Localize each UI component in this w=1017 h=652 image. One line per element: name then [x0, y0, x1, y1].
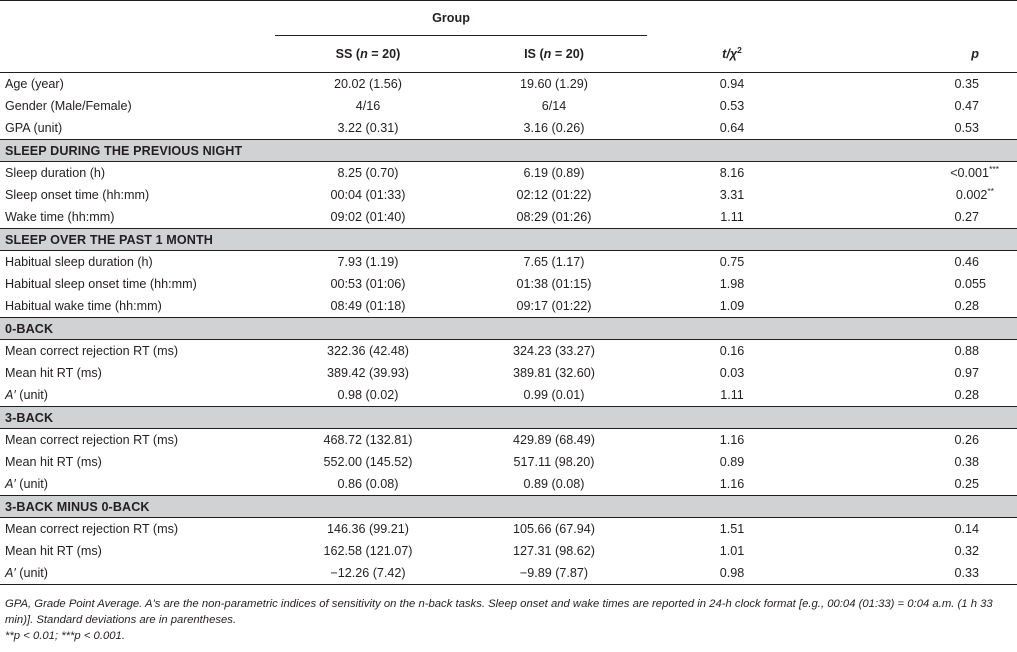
- row-label: Sleep duration (h): [5, 166, 106, 180]
- cell-ss: 8.25 (0.70): [337, 166, 399, 180]
- table-row: [0, 206, 1017, 229]
- cell-p: 0.35: [954, 77, 979, 91]
- cell-is: 08:29 (01:26): [516, 210, 592, 224]
- cell-ss: 0.98 (0.02): [337, 388, 399, 402]
- row-label: GPA (unit): [5, 121, 63, 135]
- row-label: Habitual wake time (hh:mm): [5, 299, 162, 313]
- cell-ss: 08:49 (01:18): [330, 299, 406, 313]
- cell-is: 02:12 (01:22): [516, 188, 592, 202]
- table-row: [0, 518, 1017, 541]
- cell-p: 0.27: [954, 210, 979, 224]
- section-title: SLEEP OVER THE PAST 1 MONTH: [0, 229, 1017, 251]
- section-header-3-back-minus-0-back: [0, 496, 1017, 518]
- cell-p: 0.002**: [955, 186, 994, 202]
- table-row: [0, 73, 1017, 96]
- cell-is: 7.65 (1.17): [523, 255, 585, 269]
- cell-ss: 146.36 (99.21): [327, 522, 409, 536]
- row-label: A′ (unit): [0, 562, 275, 585]
- cell-p: 0.88: [954, 344, 979, 358]
- cell-is: 127.31 (98.62): [513, 544, 595, 558]
- table-row: [0, 384, 1017, 407]
- cell-p: 0.53: [954, 121, 979, 135]
- col-header-is: IS (n = 20): [461, 36, 647, 73]
- table-row: [0, 184, 1017, 206]
- cell-stat: 1.51: [719, 522, 745, 536]
- cell-stat: 0.53: [719, 99, 745, 113]
- table-row: [0, 162, 1017, 185]
- row-label: Mean correct rejection RT (ms): [5, 433, 179, 447]
- cell-ss: 4/16: [355, 99, 381, 113]
- cell-stat: 1.16: [719, 477, 745, 491]
- cell-ss: 162.58 (121.07): [323, 544, 413, 558]
- cell-stat: 0.94: [719, 77, 745, 91]
- row-label: Sleep onset time (hh:mm): [5, 188, 150, 202]
- footnote-definitions: GPA, Grade Point Average. A's are the non-parametric indices of sensitivity on the n-back tasks. Sleep onset and wake times are reported in 24-h clock format [e.g., 00:04 (01:33) = 0:04 a.m. (1 h 33 min)]. Standard deviations are in parentheses.: [5, 598, 993, 626]
- cell-is: 19.60 (1.29): [520, 77, 588, 91]
- cell-is: 0.99 (0.01): [523, 388, 585, 402]
- cell-stat: 1.01: [719, 544, 745, 558]
- section-title: 0-BACK: [0, 318, 1017, 340]
- cell-p: 0.25: [954, 477, 979, 491]
- cell-is: 0.89 (0.08): [523, 477, 585, 491]
- cell-is: 3.16 (0.26): [523, 121, 585, 135]
- row-label: Habitual sleep duration (h): [5, 255, 153, 269]
- footnote-significance: **p < 0.01; ***p < 0.001.: [5, 630, 125, 642]
- cell-is: 105.66 (67.94): [513, 522, 595, 536]
- cell-ss: 3.22 (0.31): [337, 121, 399, 135]
- cell-stat: 3.31: [719, 188, 745, 202]
- cell-stat: 8.16: [719, 166, 745, 180]
- cell-stat: 1.09: [719, 299, 745, 313]
- table-row: [0, 429, 1017, 452]
- table-row: [0, 117, 1017, 140]
- significance-marker: **: [987, 186, 994, 196]
- cell-is: 429.89 (68.49): [513, 433, 595, 447]
- cell-p: 0.28: [954, 299, 979, 313]
- section-header-3-back: [0, 407, 1017, 429]
- header-row-columns: [0, 36, 1017, 73]
- cell-ss: 0.86 (0.08): [337, 477, 399, 491]
- cell-stat: 0.98: [647, 562, 817, 585]
- cell-ss: 7.93 (1.19): [337, 255, 399, 269]
- row-label: Mean correct rejection RT (ms): [5, 344, 179, 358]
- cell-p: 0.47: [954, 99, 979, 113]
- table-row: [0, 562, 1017, 585]
- cell-stat: 0.16: [719, 344, 745, 358]
- cell-ss: 00:04 (01:33): [330, 188, 406, 202]
- cell-p: 0.055: [954, 277, 986, 291]
- cell-ss: 00:53 (01:06): [330, 277, 406, 291]
- cell-p: 0.33: [817, 562, 1017, 585]
- cell-stat: 1.16: [719, 433, 745, 447]
- cell-p: 0.14: [954, 522, 979, 536]
- cell-stat: 0.89: [719, 455, 745, 469]
- table-row: [0, 251, 1017, 274]
- table-row: [0, 295, 1017, 318]
- section-header-previous-night: [0, 140, 1017, 162]
- table-row: [0, 95, 1017, 117]
- cell-p: 0.32: [954, 544, 979, 558]
- cell-stat: 1.11: [720, 210, 744, 224]
- cell-is: 517.11 (98.20): [513, 455, 595, 469]
- cell-ss: 389.42 (39.93): [327, 366, 409, 380]
- cell-p: 0.97: [954, 366, 979, 380]
- cell-stat: 0.75: [719, 255, 745, 269]
- cell-is: 324.23 (33.27): [513, 344, 595, 358]
- row-label: A′ (unit): [5, 477, 48, 491]
- cell-ss: 322.36 (42.48): [327, 344, 409, 358]
- cell-p: 0.26: [954, 433, 979, 447]
- cell-ss: 20.02 (1.56): [334, 77, 402, 91]
- cell-stat: 1.98: [719, 277, 745, 291]
- cell-is: 01:38 (01:15): [516, 277, 592, 291]
- row-label: Mean hit RT (ms): [5, 366, 102, 380]
- cell-is: 389.81 (32.60): [513, 366, 595, 380]
- row-label: Habitual sleep onset time (hh:mm): [5, 277, 197, 291]
- table-row: [0, 340, 1017, 363]
- cell-stat: 1.11: [720, 388, 744, 402]
- cell-p: <0.001***: [950, 164, 999, 180]
- row-label: Mean correct rejection RT (ms): [5, 522, 179, 536]
- row-label: Mean hit RT (ms): [5, 455, 102, 469]
- row-label: Mean hit RT (ms): [5, 544, 102, 558]
- row-label: Wake time (hh:mm): [5, 210, 115, 224]
- table-footnotes: [5, 596, 1005, 644]
- cell-p: 0.28: [954, 388, 979, 402]
- row-label: A′ (unit): [5, 388, 48, 402]
- cell-p: 0.46: [954, 255, 979, 269]
- cell-is: −9.89 (7.87): [461, 562, 647, 585]
- cell-is: 6/14: [541, 99, 567, 113]
- section-title: SLEEP DURING THE PREVIOUS NIGHT: [0, 140, 1017, 162]
- cell-is: 09:17 (01:22): [516, 299, 592, 313]
- group-header-cell: [275, 1, 647, 36]
- section-header-0-back: [0, 318, 1017, 340]
- significance-marker: ***: [989, 164, 999, 174]
- cell-ss: 552.00 (145.52): [323, 455, 413, 469]
- table-row: [0, 273, 1017, 295]
- col-header-ss: SS (n = 20): [275, 36, 461, 73]
- cell-ss: −12.26 (7.42): [275, 562, 461, 585]
- cell-is: 6.19 (0.89): [523, 166, 585, 180]
- table-row: [0, 540, 1017, 562]
- section-title: 3-BACK MINUS 0-BACK: [0, 496, 1017, 518]
- section-title: 3-BACK: [0, 407, 1017, 429]
- cell-stat: 0.03: [719, 366, 745, 380]
- cell-ss: 09:02 (01:40): [330, 210, 406, 224]
- section-header-past-month: [0, 229, 1017, 251]
- group-header: Group: [432, 11, 470, 25]
- table-row: [0, 451, 1017, 473]
- header-row-group: [0, 1, 1017, 36]
- table-row: [0, 473, 1017, 496]
- table-row: [0, 362, 1017, 384]
- col-header-stat: $t/\chi^2$: [647, 36, 817, 73]
- cell-p: 0.38: [954, 455, 979, 469]
- cell-stat: 0.64: [719, 121, 745, 135]
- cell-ss: 468.72 (132.81): [323, 433, 413, 447]
- row-label: Age (year): [5, 77, 64, 91]
- col-header-p: p: [817, 36, 1017, 73]
- row-label: Gender (Male/Female): [5, 99, 132, 113]
